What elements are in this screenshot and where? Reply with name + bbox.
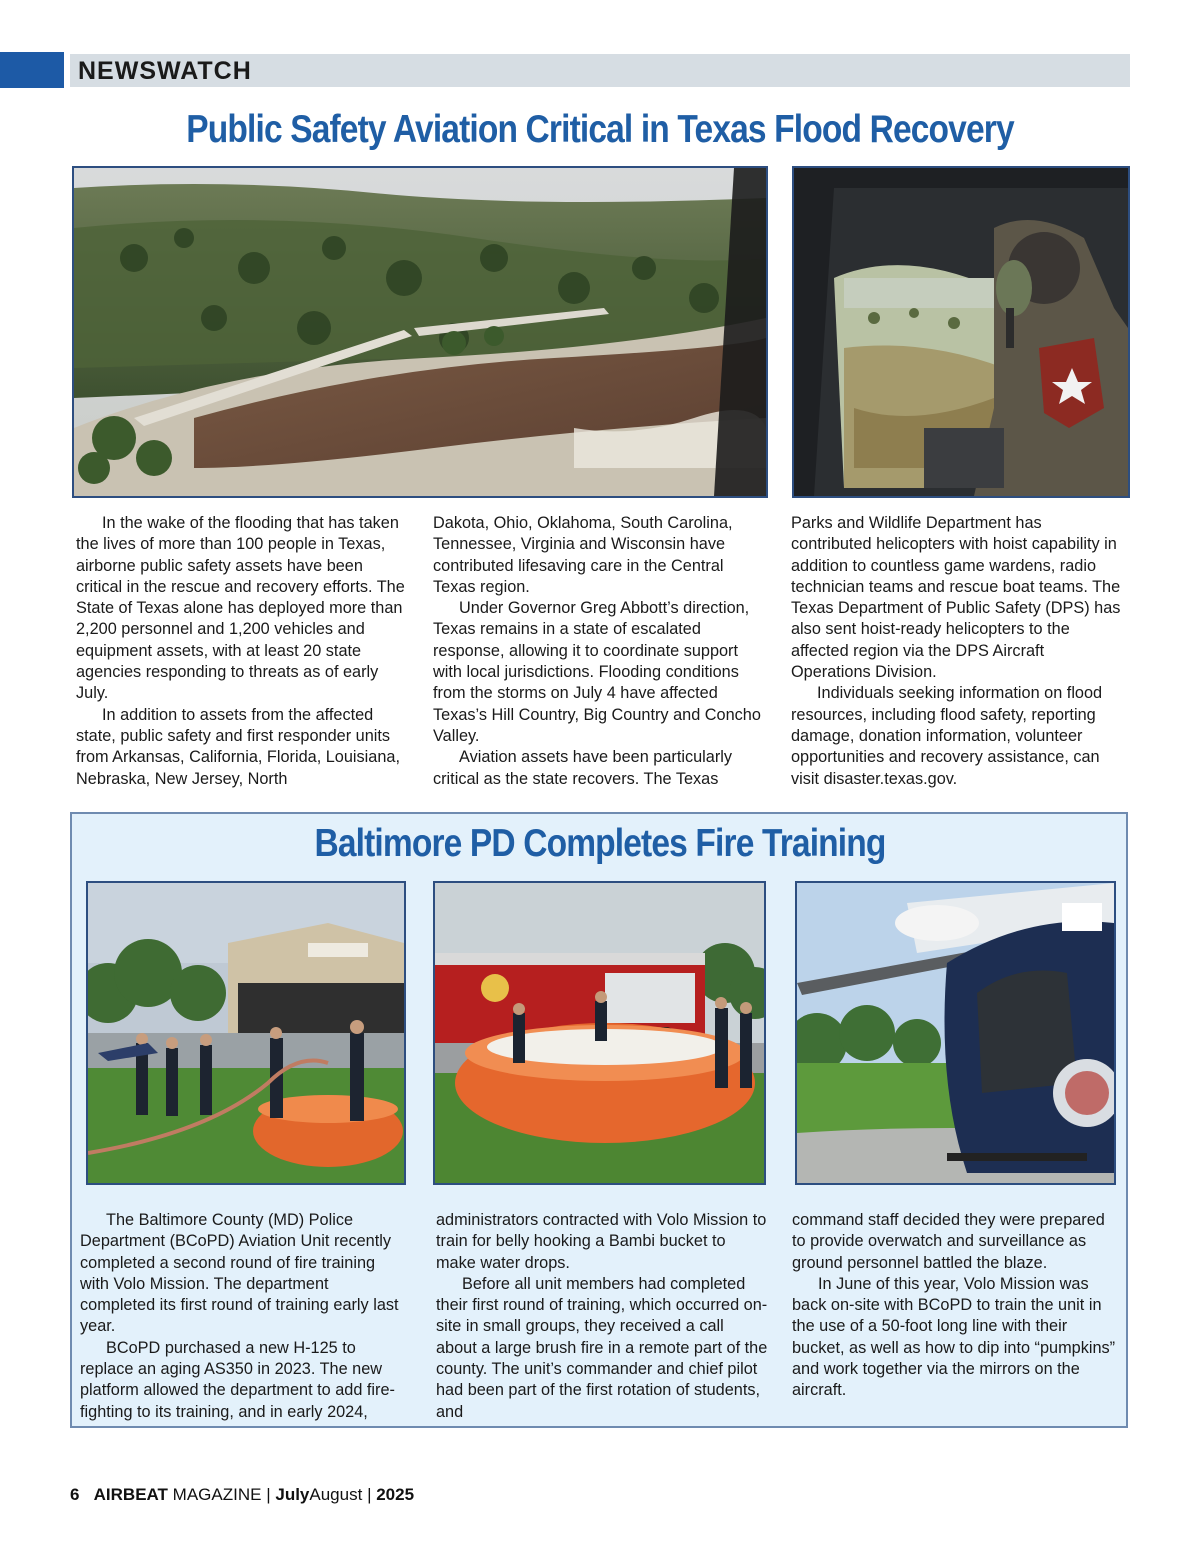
photo-flooded-river: [72, 166, 768, 498]
article2-column-3: [792, 1210, 1122, 1402]
paragraph: Individuals seeking information on flood resources, including flood safety, reporting damage, donation information, volunteer opportunities and recovery assistance, can visit disaster.texas.gov.: [791, 684, 1103, 788]
article1-column-3: [791, 513, 1125, 790]
section-color-block: [0, 52, 64, 88]
photo-firetruck-pumpkin: [433, 881, 766, 1185]
paragraph: In June of this year, Volo Mission was back on-site with BCoPD to train the unit in the use of a 50-foot long line with their bucket, as well as how to dip into “pumpkins” and work together via the mirrors on the aircraft.: [792, 1274, 1116, 1400]
section-label: NEWSWATCH: [78, 57, 252, 85]
issue-month-bold: July: [275, 1485, 310, 1504]
issue-month: August: [309, 1485, 363, 1504]
paragraph: Dakota, Ohio, Oklahoma, South Carolina, Tennessee, Virginia and Wisconsin have contributed lifesaving care in the Central Texas region.: [433, 514, 733, 596]
helicopter-window-illustration: [794, 168, 1128, 496]
paragraph: administrators contracted with Volo Mission to train for belly hooking a Bambi bucket to make water drops.: [436, 1211, 767, 1272]
paragraph: The Baltimore County (MD) Police Department (BCoPD) Aviation Unit recently completed a second round of fire training with Volo Mission. The department completed its first round of training early last year.: [80, 1211, 399, 1336]
article1-column-1: [76, 513, 406, 790]
paragraph: In addition to assets from the affected state, public safety and first responder units from Arkansas, California, Florida, Louisiana, Nebraska, New Jersey, North: [76, 705, 400, 788]
article-title-texas: Public Safety Aviation Critical in Texas Flood Recovery: [186, 108, 1014, 151]
photo-hangar-crew: [86, 881, 406, 1185]
issue-year: 2025: [376, 1485, 415, 1504]
article2-column-1: [80, 1210, 408, 1423]
police-helicopter-illustration: [797, 883, 1114, 1183]
paragraph: Parks and Wildlife Department has contributed helicopters with hoist capability in addition to countless game wardens, radio technician teams and rescue boat teams. The Texas Department of Public Safety (DPS) has also sent hoist-ready helicopters to the affected region via the DPS Aircraft Operations Division.: [791, 514, 1121, 682]
paragraph: Before all unit members had completed their first round of training, which occurred on-site in small groups, they received a call about a large brush fire in a remote part of the county. The unit’s commander and chief pilot had been part of the first rotation of students, and: [436, 1274, 768, 1421]
footer-separator: |: [367, 1485, 372, 1504]
firetruck-training-illustration: [435, 883, 764, 1183]
paragraph: Under Governor Greg Abbott’s direction, Texas remains in a state of escalated response, allowing it to coordinate support with local jurisdictions. Flooding conditions from the storms on July 4 have affected Texas’s Hill Country, Big Country and Concho Valley.: [433, 599, 761, 745]
article2-column-2: [436, 1210, 768, 1423]
photo-police-helicopter: [795, 881, 1116, 1185]
paragraph: BCoPD purchased a new H-125 to replace an aging AS350 in 2023. The new platform allowed the department to add firefighting to its training, and in early 2024,: [80, 1338, 395, 1421]
photo-helicopter-officer: [792, 166, 1130, 498]
magazine-name-bold: AIRBEAT: [93, 1485, 168, 1504]
flood-landscape-illustration: [74, 168, 766, 496]
article1-column-2: [433, 513, 763, 790]
paragraph: Aviation assets have been particularly critical as the state recovers. The Texas: [433, 748, 733, 788]
page-number: 6: [70, 1485, 80, 1504]
page-footer: [70, 1484, 414, 1506]
paragraph: command staff decided they were prepared to provide overwatch and surveillance as ground personnel battled the blaze.: [792, 1211, 1105, 1272]
footer-separator: |: [266, 1485, 271, 1504]
hangar-training-illustration: [88, 883, 404, 1183]
paragraph: In the wake of the flooding that has taken the lives of more than 100 people in Texas, airborne public safety assets have been critical in the rescue and recovery efforts. The State of Texas alone has deployed more than 2,200 personnel and 1,200 vehicles and equipment assets, with at least 20 state agencies responding to threats as of early July.: [76, 514, 405, 703]
article-title-baltimore: Baltimore PD Completes Fire Training: [314, 822, 886, 865]
magazine-name: MAGAZINE: [172, 1485, 262, 1504]
